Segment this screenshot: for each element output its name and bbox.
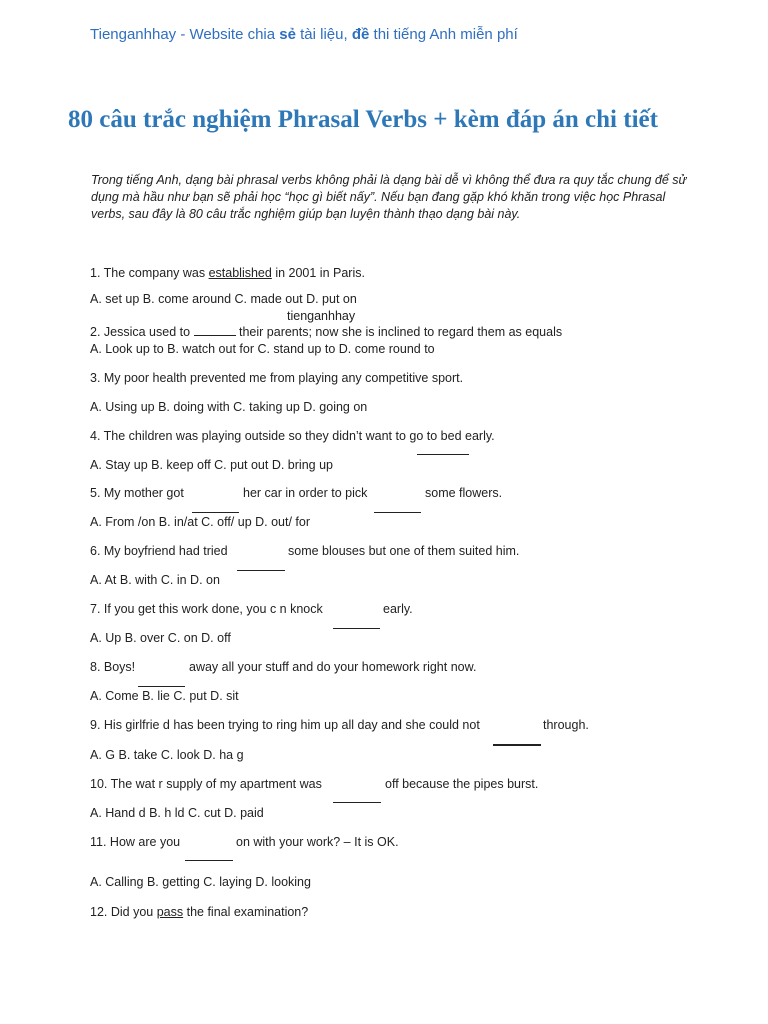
question-1 [90,266,365,280]
intro-paragraph: Trong tiếng Anh, dạng bài phrasal verbs không phải là dạng bài dễ vì không thể đưa ra quy tắc chung để sử dụng mà hầu như bạn sẽ phải học “học gì biết nấy”. Nếu bạn đang gặp khó khăn trong việc học Phrasal verbs, sau đây là 80 câu trắc nghiệm giúp bạn luyện thành thạo dạng bài này. [91,173,687,221]
question-12-underlined: pass [156,905,184,919]
answers-10: A. Hand d B. h ld C. cut D. paid [90,806,264,820]
question-10-part-b: off because the pipes burst. [385,777,539,791]
answers-2: A. Look up to B. watch out for C. stand up to D. come round to [90,342,435,356]
question-8-part-b: away all your stuff and do your homework right now. [189,660,477,674]
question-4: 4. The children was playing outside so they didn’t want to go to bed early. [90,429,495,443]
question-1-underlined: established [208,266,272,280]
question-11-part-b: on with your work? – It is OK. [236,835,399,849]
answers-9: A. G B. take C. look D. ha g [90,748,244,762]
question-9-part-b: through. [543,718,589,732]
answer-blank [333,802,381,803]
answers-3: A. Using up B. doing with C. taking up D. going on [90,400,368,414]
question-5-part-c: some flowers. [425,486,503,500]
question-2-text-a: 2. Jessica used to [90,325,194,339]
question-3: 3. My poor health prevented me from playing any competitive sport. [90,371,464,385]
question-9-part-a: 9. His girlfrie d has been trying to ring him up all day and she could not [90,718,480,732]
header-text-1: Tienganhhay - Website chia [90,26,280,43]
answer-blank [493,744,541,746]
answer-blank [192,512,239,513]
answer-blank [417,454,469,455]
page-title: 80 câu trắc nghiệm Phrasal Verbs + kèm đáp án chi tiết [68,106,658,133]
answers-11: A. Calling B. getting C. laying D. looking [90,875,311,889]
answer-blank [138,686,185,687]
question-1-text-a: 1. The company was [90,266,209,280]
answer-blank [185,860,233,861]
question-12 [90,905,308,919]
question-12-text-b: the final examination? [183,905,309,919]
question-11-part-a: 11. How are you [90,835,181,849]
question-6-part-a: 6. My boyfriend had tried [90,544,228,558]
question-6-part-b: some blouses but one of them suited him. [288,544,520,558]
question-10-part-a: 10. The wat r supply of my apartment was [90,777,322,791]
answers-4: A. Stay up B. keep off C. put out D. bring up [90,458,333,472]
answers-8: A. Come B. lie C. put D. sit [90,689,239,703]
header-text-4: đề [351,26,370,43]
question-8-part-a: 8. Boys! [90,660,136,674]
answer-blank [374,512,421,513]
header-text-5: thi tiếng Anh miễn phí [369,26,518,43]
watermark: tienganhhay [287,309,356,323]
answers-1: A. set up B. come around C. made out D. put on [90,292,357,306]
question-1-text-b: in 2001 in Paris. [271,266,365,280]
answers-6: A. At B. with C. in D. on [90,573,220,587]
question-2-text-b: their parents; now she is inclined to regard them as equals [235,325,563,339]
question-2 [90,325,562,339]
answers-7: A. Up B. over C. on D. off [90,631,231,645]
question-7-part-a: 7. If you get this work done, you c n knock [90,602,323,616]
question-7-part-b: early. [383,602,413,616]
site-header[interactable] [90,26,518,43]
question-5-part-b: her car in order to pick [243,486,368,500]
header-text-2: sẻ [279,26,296,43]
header-text-3: tài liệu, [295,26,352,43]
answer-blank [237,570,285,571]
question-5-part-a: 5. My mother got [90,486,184,500]
answer-blank [333,628,380,629]
answer-blank [194,334,236,336]
answers-5: A. From /on B. in/at C. off/ up D. out/ for [90,515,311,529]
question-12-text-a: 12. Did you [90,905,157,919]
